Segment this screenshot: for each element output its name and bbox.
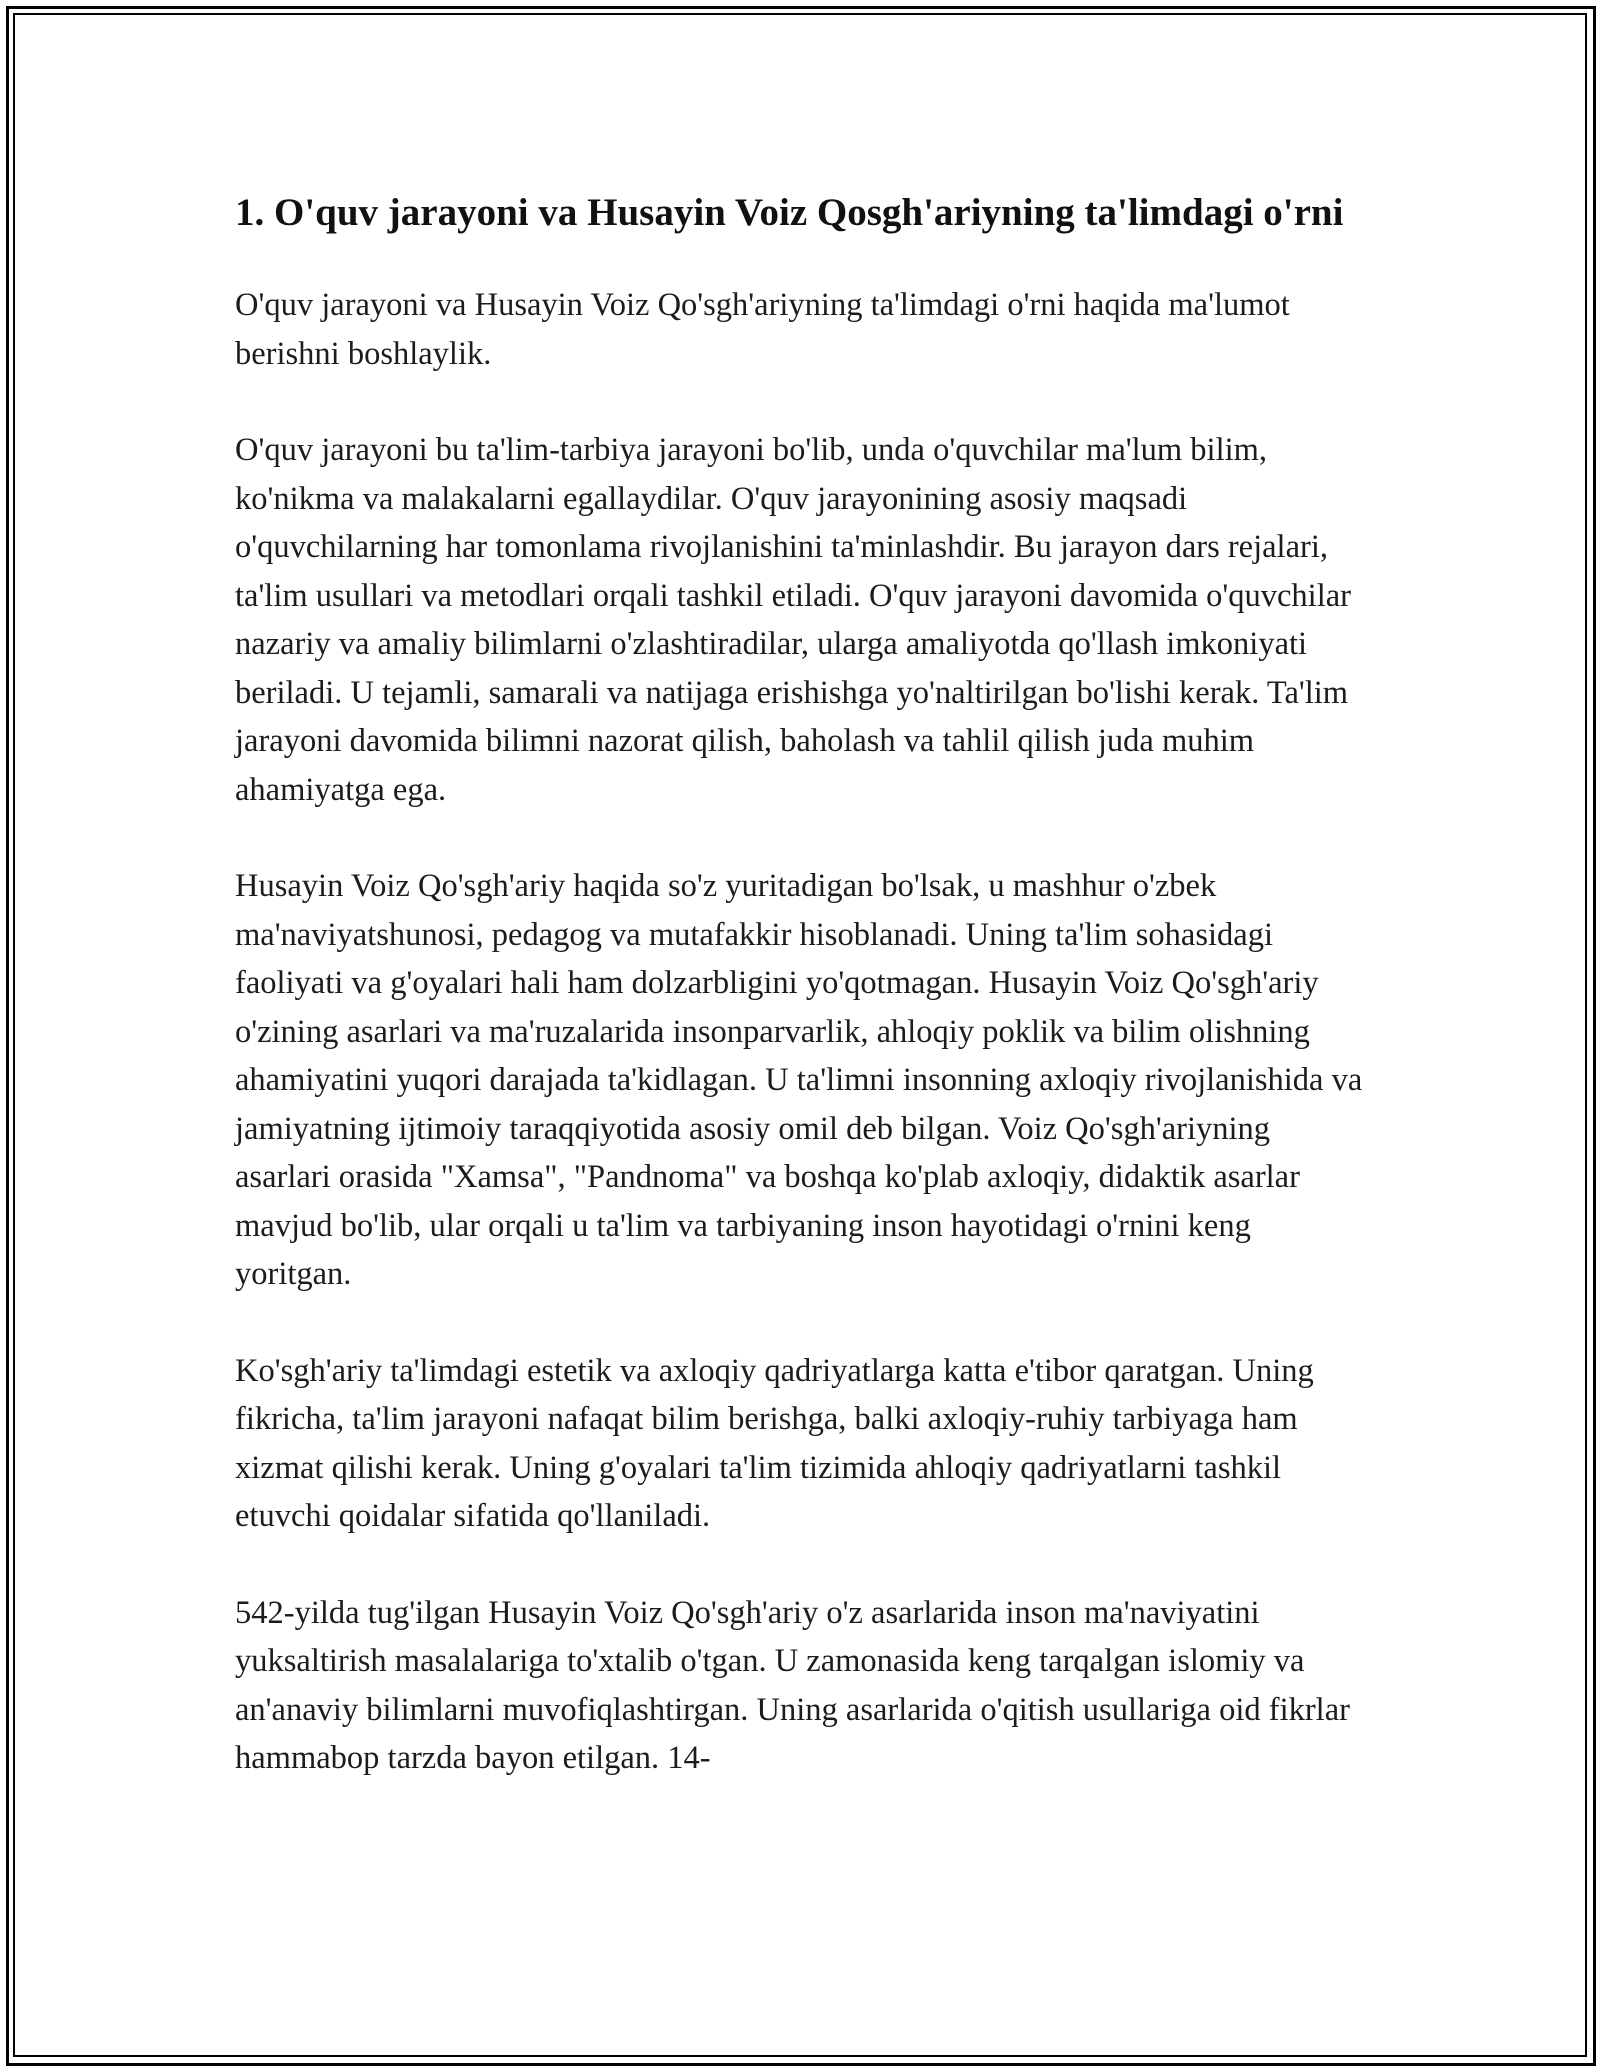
document-page [235,185,1365,1831]
paragraph-husayin-voiz: Husayin Voiz Qo'sgh'ariy haqida so'z yuritadigan bo'lsak, u mashhur o'zbek ma'naviyatshunosi, pedagog va mutafakkir hisoblanadi. Uning ta'lim sohasidagi faoliyati va g'oyalari hali ham dolzarbligini yo'qotmagan. Husayin Voiz Qo'sgh'ariy o'zining asarlari va ma'ruzalarida insonparvarlik, ahloqiy poklik va bilim olishning ahamiyatini yuqori darajada ta'kidlagan. U ta'limni insonning axloqiy rivojlanishida va jamiyatning ijtimoiy taraqqiyotida asosiy omil deb bilgan. Voiz Qo'sgh'ariyning asarlari orasida "Xamsa", "Pandnoma" va boshqa ko'plab axloqiy, didaktik asarlar mavjud bo'lib, ular orqali u ta'lim va tarbiyaning inson hayotidagi o'rnini keng yoritgan. [235,868,1363,1292]
paragraph-learning-process: O'quv jarayoni bu ta'lim-tarbiya jarayoni bo'lib, unda o'quvchilar ma'lum bilim, ko'nikma va malakalarni egallaydilar. O'quv jarayonining asosiy maqsadi o'quvchilarning har tomonlama rivojlanishini ta'minlashdir. Bu jarayon dars rejalari, ta'lim usullari va metodlari orqali tashkil etiladi. O'quv jarayoni davomida o'quvchilar nazariy va amaliy bilimlarni o'zlashtiradilar, ularga amaliyotda qo'llash imkoniyati beriladi. U tejamli, samarali va natijaga erishishga yo'naltirilgan bo'lishi kerak. Ta'lim jarayoni davomida bilimni nazorat qilish, baholash va tahlil qilish juda muhim ahamiyatga ega. [235,432,1351,808]
paragraph-aesthetic-values: Ko'sgh'ariy ta'limdagi estetik va axloqiy qadriyatlarga katta e'tibor qaratgan. Uning fikricha, ta'lim jarayoni nafaqat bilim berishga, balki axloqiy-ruhiy tarbiyaga ham xizmat qilishi kerak. Uning g'oyalari ta'lim tizimida ahloqiy qadriyatlarni tashkil etuvchi qoidalar sifatida qo'llaniladi. [235,1352,1314,1534]
paragraph-intro: O'quv jarayoni va Husayin Voiz Qo'sgh'ariyning ta'limdagi o'rni haqida ma'lumot berishni boshlaylik. [235,287,1290,372]
document-title: 1. O'quv jarayoni va Husayin Voiz Qosgh'ariyning ta'limdagi o'rni [235,191,1344,234]
paragraph-biography: 542-yilda tug'ilgan Husayin Voiz Qo'sgh'ariy o'z asarlarida inson ma'naviyatini yuksaltirish masalalariga to'xtalib o'tgan. U zamonasida keng tarqalgan islomiy va an'anaviy bilimlarni muvofiqlashtirgan. Uning asarlarida o'qitish usullariga oid fikrlar hammabop tarzda bayon etilgan. 14- [235,1594,1350,1776]
